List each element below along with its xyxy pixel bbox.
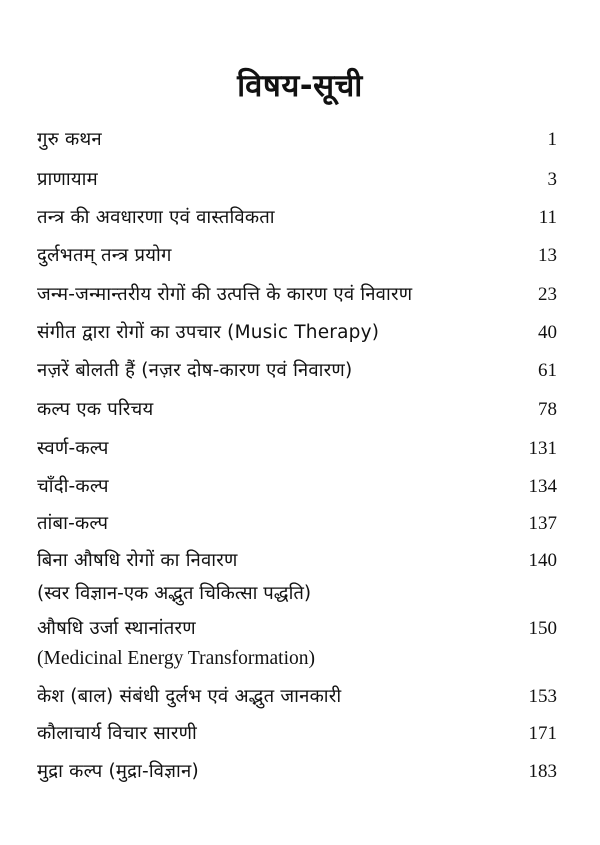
toc-entry-page: 78 [538,399,557,420]
toc-entry [37,126,557,151]
toc-entry [37,435,557,460]
toc-entry [37,683,557,708]
toc-entry-title: प्राणायाम [37,169,98,190]
toc-entry-page: 140 [528,550,557,571]
toc-entry-title: मुद्रा कल्प (मुद्रा-विज्ञान) [37,761,199,782]
toc-entry [37,281,557,306]
toc-entry-page: 171 [528,723,557,744]
toc-entry-title: औषधि उर्जा स्थानांतरण [37,618,196,639]
toc-entry-title: बिना औषधि रोगों का निवारण [37,550,238,571]
toc-entry-title: स्वर्ण-कल्प [37,438,109,459]
toc-entry [37,547,557,605]
toc-entry-page: 11 [538,207,557,228]
toc-entry-title: तांबा-कल्प [37,513,109,534]
toc-entry-subtitle: (स्वर विज्ञान-एक अद्भुत चिकित्सा पद्धति) [37,583,312,604]
toc-entry-title: कौलाचार्य विचार सारणी [37,723,197,744]
toc-entry-title: केश (बाल) संबंधी दुर्लभ एवं अद्भुत जानकारी [37,686,342,707]
toc-entry-page: 153 [528,686,557,707]
toc-entry-page: 183 [528,761,557,782]
toc-entry-subtitle: (Medicinal Energy Transformation) [37,648,316,669]
toc-entry-page: 131 [528,438,557,459]
toc-entry [37,357,557,382]
page-title: विषय-सूची [237,68,363,104]
toc-entry [37,720,557,745]
toc-entry [37,396,557,421]
toc-entry [37,615,557,670]
toc-entry-title: तन्त्र की अवधारणा एवं वास्तविकता [37,207,275,228]
toc-entry-title: दुर्लभतम् तन्त्र प्रयोग [37,245,172,266]
toc-entry-page: 40 [538,322,557,343]
toc-entry [37,319,557,344]
toc-entry [37,242,557,267]
toc-entry [37,473,557,498]
toc-entry [37,204,557,229]
toc-entry-title: चाँदी-कल्प [37,476,109,497]
toc-entry [37,510,557,535]
toc-entry-page: 150 [528,618,557,639]
toc-entry-title: कल्प एक परिचय [37,399,154,420]
toc-entry [37,166,557,191]
toc-entry-page: 134 [528,476,557,497]
toc-entry [37,758,557,783]
toc-entry-title: गुरु कथन [37,129,102,150]
toc-entry-page: 23 [538,284,557,305]
toc-entry-title: जन्म-जन्मान्तरीय रोगों की उत्पत्ति के कारण एवं निवारण [37,284,413,305]
toc-entry-page: 137 [528,513,557,534]
toc-entry-title: नज़रें बोलती हैं (नज़र दोष-कारण एवं निवारण) [37,360,353,381]
toc-entry-page: 61 [538,360,557,381]
toc-entry-page: 1 [547,129,557,150]
toc-entry-page: 3 [547,169,557,190]
toc-entry-title: संगीत द्वारा रोगों का उपचार (Music Therapy) [37,322,380,343]
toc-entry-page: 13 [538,245,557,266]
